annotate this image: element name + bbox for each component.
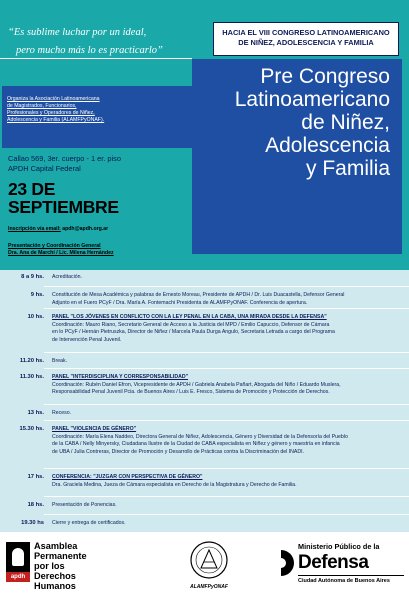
organizer-line: Adolescencia y Familia (ALAMFPyONAF).: [7, 117, 105, 123]
program-divider: [44, 496, 409, 497]
main-title-block: [192, 59, 402, 254]
organizer-line: Profesionales y Operadores de Niñez,: [7, 110, 95, 116]
program-time: 10 hs.: [27, 314, 44, 320]
defensa-line-2: Defensa: [298, 552, 369, 573]
quote-divider: [0, 58, 192, 59]
program-line: en lo PCyF / Hernán Pietruszka, Director de Niñez / Marcela Paula Durga Angulo, Secretaria Letrada a cargo del Programa: [52, 329, 335, 335]
program-divider: [44, 404, 409, 405]
program-time: 19.30 hs: [21, 520, 44, 526]
program-line: Receso.: [52, 410, 72, 416]
congress-box: [213, 22, 399, 56]
alamfpyonaf-name: ALAMFPyONAF: [190, 584, 228, 590]
alamfpyonaf-emblem-icon: [183, 540, 235, 582]
program-time: 11.20 hs.: [19, 358, 44, 364]
program-line: Constitución de Mesa Académica y palabras de Ernesto Moreau, Presidente de APDH / Dr. Luis Duacastella, Defensor General: [52, 292, 345, 298]
congress-line-1: HACIA EL VIII CONGRESO LATINOAMERICANO: [222, 28, 390, 37]
alamfpyonaf-logo: [183, 540, 235, 590]
program-description: [52, 474, 399, 489]
program-line: Break.: [52, 358, 67, 364]
program-time: 15.30 hs.: [19, 426, 44, 432]
title-line: de Niñez,: [301, 111, 390, 134]
program-divider: [44, 420, 409, 421]
poster-header: [0, 0, 409, 270]
program-divider: [44, 308, 409, 309]
program-time: 18 hs.: [27, 502, 44, 508]
program-description: [52, 274, 399, 282]
program-line: de Intervención Penal Juvenil.: [52, 336, 122, 343]
program-line: Coordinación: Mauro Riano, Secretario General de Acceso a la Justicia del MPD / Emilio Capuccio, Defensor de Cámara: [52, 321, 330, 328]
title-line: Latinoamericano: [234, 88, 390, 111]
congress-line-2: DE NIÑEZ, ADOLESCENCIA Y FAMILIA: [238, 38, 374, 47]
defensa-line-3: Ciudad Autónoma de Buenos Aires: [298, 578, 390, 584]
date-line-2: SEPTIEMBRE: [8, 197, 119, 217]
apdh-logo: [6, 542, 30, 582]
presentation-line-1: Presentación y Coordinación General: [8, 243, 101, 249]
event-date: [8, 180, 119, 216]
program-divider: [44, 286, 409, 287]
quote-line-1: “Es sublime luchar por un ideal,: [8, 27, 147, 38]
presentation-line-2: Dra. Ana de Marchi / Lic. Milena Hernández: [8, 250, 114, 256]
program-line: Coordinación: Rubén Daniel Efron, Vicepresidente de APDH / Gabriela Anabela Pañart, Abogada del Niño / Eduardo Muslera,: [52, 381, 341, 388]
title-line: y Familia: [305, 157, 390, 180]
venue-address: Callao 569, 3er. cuerpo - 1 er. piso: [8, 154, 121, 163]
program-time: 13 hs.: [27, 410, 44, 416]
program-title: PANEL "LOS JÓVENES EN CONFLICTO CON LA LEY PENAL EN LA CABA, UNA MIRADA DESDE LA DEFENSA": [52, 314, 327, 320]
program-time: 9 hs.: [30, 292, 44, 298]
program-divider: [44, 368, 409, 369]
program-time: 17 hs.: [27, 474, 44, 480]
defensa-logo-hole: [276, 558, 286, 568]
apdh-name-line: Derechos: [34, 571, 76, 581]
organizer-block: [2, 86, 194, 148]
program-description: [52, 358, 399, 366]
program-line: Cierre y entrega de certificados.: [52, 520, 126, 526]
apdh-name-line: Humanos: [34, 581, 76, 591]
program-divider: [44, 468, 409, 469]
title-line: Adolescencia: [265, 134, 390, 157]
program-description: [52, 426, 399, 456]
program-line: de UBA / Julia Contreras, Director de Promoción y Desarrollo de Prácticas contra la Discriminación del INADI.: [52, 448, 304, 455]
defensa-rule: [298, 575, 404, 576]
program-title: PANEL "VIOLENCIA DE GÉNERO": [52, 426, 137, 432]
program-description: [52, 410, 399, 418]
quote-line-2: pero mucho más lo es practicarlo”: [16, 45, 163, 56]
defensa-line-1: Ministerio Público de la: [298, 542, 380, 551]
program-divider: [44, 352, 409, 353]
apdh-tag: apdh: [6, 572, 30, 582]
program-time: 8 a 9 hs.: [21, 274, 44, 280]
quote: [8, 24, 163, 60]
title-line: Pre Congreso: [260, 65, 390, 88]
program-description: [52, 374, 399, 397]
main-title: [235, 65, 390, 180]
program-line: Responsabilidad Penal Juvenil Pcia. de Buenos Aires / Luis E. Fresco, Sistema de Promoción y Protección de Derechos.: [52, 389, 330, 395]
program-line: Presentación de Ponencias.: [52, 502, 117, 508]
apdh-name-line: Permanente: [34, 551, 87, 561]
inscription-label: Inscripción vía email:: [8, 226, 61, 232]
program-line: Dra. Graciela Medina, Jueza de Cámara especialista en Derecho de la Magistratura y Derecho de Familia.: [52, 481, 297, 488]
apdh-name: [34, 541, 87, 591]
organizer-text: [7, 96, 104, 124]
program-description: [52, 520, 399, 528]
program-line: Adjunto en el Fuero PCyF / Dra. María A. Fontemachi Presidenta de ALAMFPyONAF. Conferencia de apertura.: [52, 299, 308, 306]
program-line: Acreditación.: [52, 274, 82, 280]
defensa-logo-icon: [268, 550, 294, 576]
program-line: Coordinación: María Elena Naddeo, Directora General de Niñez, Adolescencia, Género y Diversidad de la Defensoría del Pueblo: [52, 433, 348, 440]
program-description: [52, 502, 399, 510]
apdh-name-line: Asamblea: [34, 541, 78, 551]
inscription-email[interactable]: apdh@apdh.org.ar: [60, 226, 109, 232]
venue-place: APDH Capital Federal: [8, 164, 81, 173]
program-title: PANEL "INTERDISCIPLINA Y CORRESPONSABILIDAD": [52, 374, 189, 380]
inscription: [8, 226, 108, 233]
program-description: [52, 314, 399, 344]
program-section: [0, 270, 409, 532]
date-line-1: 23 DE: [8, 179, 56, 199]
organizer-line: Organiza la Asociación Latinoamericana: [7, 96, 100, 102]
program-time: 11.30 hs.: [19, 374, 44, 380]
venue: [8, 154, 121, 174]
poster-footer: [0, 532, 409, 600]
presentation: [8, 243, 114, 257]
organizer-line: de Magistrados, Funcionarios,: [7, 103, 77, 109]
program-line: de la CABA / Nelly Minyersky, Ciudadana Ilustre de la Ciudad de CABA especialista en Niñez y género y maestría en infancia: [52, 441, 340, 447]
program-description: [52, 292, 399, 307]
program-title: CONFERENCIA: "JUZGAR CON PERSPECTIVA DE GÉNERO": [52, 474, 203, 480]
apdh-name-line: por los: [34, 561, 65, 571]
program-divider: [44, 514, 409, 515]
apdh-figure-icon: [12, 548, 24, 566]
